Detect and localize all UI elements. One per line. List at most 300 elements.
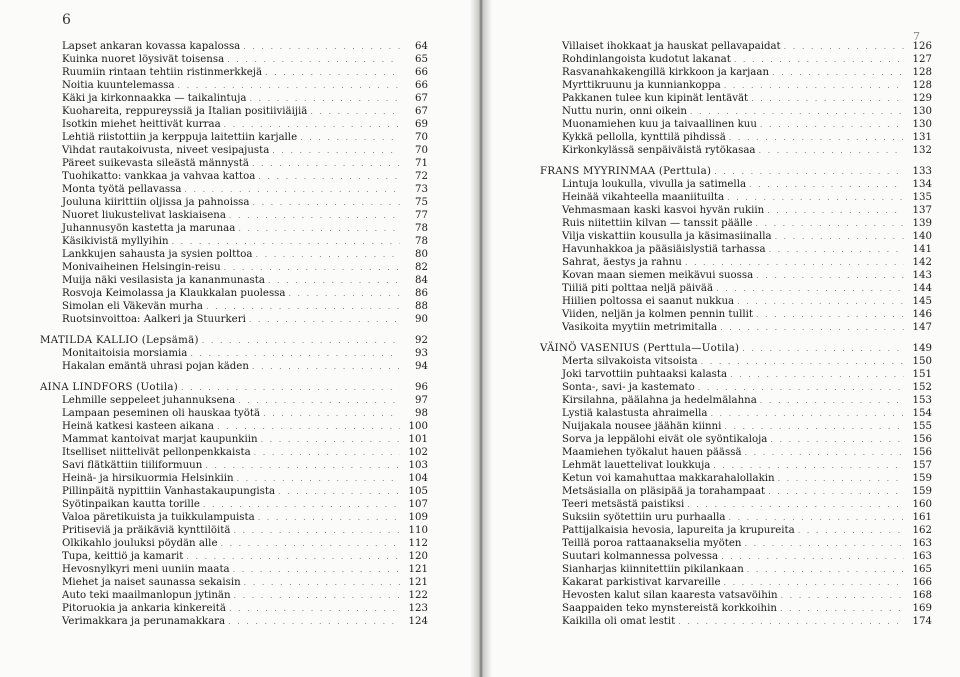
toc-entry-title: Päreet suikevasta sileästä männystä [62,158,249,169]
toc-entry [540,420,932,433]
toc-entry [40,196,428,209]
dot-leader [737,295,904,308]
toc-entry-title: Valoa päretikuista ja tuikkulampuista [62,512,255,523]
toc-entry [540,66,932,79]
toc-entry-page: 98 [415,408,428,419]
dot-leader [178,79,400,92]
toc-entry-title: Jouluna kiirittiin oljissa ja pahnoissa [62,197,250,208]
toc-entry-page: 143 [912,270,932,281]
dot-leader [310,105,400,118]
section-heading-page: 149 [912,343,932,354]
toc-entry [40,360,428,373]
toc-entry-title: Sahrat, äestys ja rahnu [562,257,682,268]
toc-entry-title: Tupa, keittiö ja kamarit [62,551,184,562]
dot-leader [798,524,904,537]
toc-entry-page: 144 [912,283,932,294]
toc-entry [540,243,932,256]
toc-entry-page: 168 [912,590,932,601]
toc-entry [40,511,428,524]
dot-leader [775,230,904,243]
left-toc [40,40,428,628]
toc-entry-title: Ruotsinvoittoa: Aalkeri ja Stuurkeri [62,314,246,325]
section-heading [40,334,428,347]
dot-leader [227,53,400,66]
toc-entry [40,407,428,420]
toc-entry [40,347,428,360]
toc-entry-page: 130 [912,106,932,117]
toc-entry-page: 69 [415,119,428,130]
toc-entry [540,355,932,368]
toc-entry [40,615,428,628]
toc-entry-title: Merta silvakoista vitsoista [562,356,698,367]
toc-entry-title: Pitoruokia ja ankaria kinkereitä [62,603,226,614]
dot-leader [768,485,904,498]
toc-entry-title: Miehet ja naiset saunassa sekaisin [62,577,241,588]
dot-leader [252,196,400,209]
toc-entry [540,131,932,144]
dot-leader [237,472,400,485]
toc-entry [40,300,428,313]
toc-entry-page: 80 [415,249,428,260]
toc-entry-page: 140 [912,231,932,242]
toc-entry-title: Tuohikatto: vankkaa ja vahvaa kattoa [62,171,256,182]
toc-entry-title: Vehmasmaan kaski kasvoi hyvän rukiin [562,205,765,216]
section-heading [540,342,932,355]
toc-entry-page: 86 [415,288,428,299]
dot-leader [781,589,904,602]
dot-leader [713,459,904,472]
toc-entry-page: 124 [408,616,428,627]
toc-entry-title: Kirsilahna, päälahna ja hedelmälahna [562,395,757,406]
section-heading [540,165,932,178]
toc-entry-title: Juhannusyön kastetta ja marunaa [62,223,236,234]
toc-entry-page: 130 [912,119,932,130]
toc-entry-title: Rasvanahkakengillä kirkkoon ja karjaan [562,67,770,78]
toc-entry-title: Olkikahlo jouluksi pöydän alle [62,538,218,549]
dot-leader [186,550,400,563]
toc-entry [40,92,428,105]
toc-entry-page: 75 [415,197,428,208]
toc-entry [540,407,932,420]
toc-entry-title: Rosvoja Keimolassa ja Klaukkalan puolessa [62,288,286,299]
toc-entry [540,368,932,381]
dot-leader [217,420,400,433]
dot-leader [229,209,400,222]
dot-leader [181,381,400,394]
toc-entry-page: 78 [415,236,428,247]
toc-entry-title: Ruumiin rintaan tehtiin ristinmerkkejä [62,67,263,78]
toc-entry-page: 132 [912,145,932,156]
toc-entry [540,118,932,131]
toc-entry [40,313,428,326]
toc-entry-title: Kykkä pellolla, kynttilä pihdissä [562,132,726,143]
toc-entry-title: Hiilien poltossa ei saanut nukkua [562,296,735,307]
toc-entry [540,472,932,485]
toc-entry-title: Joki tarvottiin puhtaaksi kalasta [562,369,728,380]
dot-leader [249,313,400,326]
toc-entry-page: 64 [415,41,428,52]
toc-entry [40,209,428,222]
toc-entry-page: 122 [408,590,428,601]
toc-entry [540,459,932,472]
dot-leader [254,446,400,459]
dot-leader [772,66,904,79]
dot-leader [784,40,904,53]
dot-leader [256,248,400,261]
toc-entry-title: Simolan eli Väkevän murha [62,301,203,312]
toc-entry-page: 102 [408,447,428,458]
toc-entry [540,178,932,191]
dot-leader [729,131,904,144]
toc-entry-page: 128 [912,67,932,78]
toc-entry [40,274,428,287]
dot-leader [728,511,904,524]
dot-leader [190,347,400,360]
toc-entry-title: Sianharjas kiinnitettiin pikilankaan [562,564,744,575]
toc-entry-title: Kuinka nuoret löysivät toisensa [62,54,225,65]
dot-leader [721,550,904,563]
toc-entry-page: 162 [912,525,932,536]
dot-leader [690,105,904,118]
toc-entry-title: Teillä poroa rattaanakselia myöten [562,538,742,549]
toc-entry [40,446,428,459]
toc-entry-page: 152 [912,382,932,393]
toc-entry-title: Lapset ankaran kovassa kapalossa [62,41,241,52]
dot-leader [205,459,400,472]
toc-entry [540,144,932,157]
toc-entry-title: Auto teki maailmanlopun jytinän [62,590,231,601]
toc-entry-page: 157 [912,460,932,471]
toc-entry-page: 156 [912,447,932,458]
toc-entry [540,40,932,53]
toc-entry [540,602,932,615]
toc-entry [540,524,932,537]
toc-entry-title: Syötinpaikan kautta torille [62,499,200,510]
toc-entry-page: 70 [415,132,428,143]
toc-entry-page: 139 [912,218,932,229]
dot-leader [742,342,904,355]
toc-entry-title: Sorva ja leppälohi eivät ole syöntikaloja [562,434,768,445]
toc-entry [40,459,428,472]
toc-entry-title: Savi flätkättiin tiiliformuun [62,460,203,471]
toc-entry [540,576,932,589]
toc-entry-title: Havunhakkoa ja pääsiäislystiä tarhassa [562,244,766,255]
dot-leader [759,144,904,157]
toc-entry [540,615,932,628]
toc-entry [540,485,932,498]
toc-entry-title: Ruis niitettiin kilvan — tanssit päälle [562,218,753,229]
toc-entry [40,550,428,563]
dot-leader [224,261,400,274]
toc-entry [540,204,932,217]
toc-entry [40,183,428,196]
toc-entry [40,118,428,131]
toc-entry-page: 93 [415,348,428,359]
toc-entry [40,498,428,511]
toc-entry [540,308,932,321]
dot-leader [720,321,904,334]
toc-entry-page: 159 [912,473,932,484]
toc-entry-page: 154 [912,408,932,419]
dot-leader [206,300,400,313]
dot-leader [687,498,904,511]
toc-entry-title: Vihdat rautakoivusta, niveet vesipajusta [62,145,270,156]
toc-entry-page: 67 [415,106,428,117]
toc-entry-title: Kakarat parkistivat karvareille [562,577,721,588]
toc-entry [540,589,932,602]
toc-entry-title: Lankkujen sahausta ja sysien polttoa [62,249,253,260]
toc-entry-title: Noitia kuuntelemassa [62,80,175,91]
toc-entry-title: Myrttikruunu ja kunniankoppa [562,80,721,91]
toc-entry [540,269,932,282]
toc-entry-page: 150 [912,356,932,367]
toc-entry-page: 121 [408,577,428,588]
dot-leader [263,407,400,420]
toc-entry-title: Heinä- ja hirsikuormia Helsinkiin [62,473,234,484]
dot-leader [229,602,400,615]
toc-entry-title: Suksiin syötettiin uru purhaalla [562,512,726,523]
toc-entry-page: 166 [912,577,932,588]
toc-entry [540,191,932,204]
toc-entry [40,472,428,485]
section-heading-title: FRANS MYYRINMAA (Perttula) [540,166,712,177]
dot-leader [769,243,904,256]
toc-entry-page: 77 [415,210,428,221]
toc-entry [40,433,428,446]
section-heading-title: AINA LINDFORS (Uotila) [40,382,179,393]
toc-entry [40,524,428,537]
toc-entry-title: Hevosnylkyri meni uuniin maata [62,564,230,575]
toc-entry-page: 94 [415,361,428,372]
dot-leader [172,235,400,248]
toc-entry-page: 121 [408,564,428,575]
toc-entry-title: Mammat kantoivat marjat kaupunkiin [62,434,258,445]
toc-entry-title: Pattijalkaisia hevosia, lapureita ja krupureita [562,525,795,536]
toc-entry [40,563,428,576]
toc-entry [40,537,428,550]
toc-entry-page: 110 [408,525,428,536]
dot-leader [233,563,400,576]
toc-entry-page: 161 [912,512,932,523]
dot-leader [778,472,904,485]
toc-entry-page: 109 [408,512,428,523]
dot-leader [698,381,904,394]
toc-entry-page: 155 [912,421,932,432]
toc-entry-title: Vilja viskattiin kousulla ja käsimasiinalla [562,231,772,242]
toc-entry-title: Metsäsialla on pläsipää ja torahampaat [562,486,766,497]
right-page-number: 7 [913,30,920,43]
toc-entry [40,170,428,183]
toc-entry-title: Verimakkara ja perunamakkara [62,616,226,627]
toc-entry-page: 72 [415,171,428,182]
dot-leader [745,446,904,459]
toc-entry [40,79,428,92]
dot-leader [780,602,904,615]
dot-leader [252,360,400,373]
toc-entry-title: Vasikoita myytiin metrimitalla [562,322,718,333]
left-page-number: 6 [62,12,71,28]
dot-leader [243,40,400,53]
dot-leader [678,615,904,628]
toc-entry [40,235,428,248]
toc-entry-title: Kaikilla oli omat lestit [562,616,676,627]
toc-entry-page: 165 [912,564,932,575]
toc-entry [540,321,932,334]
toc-entry-title: Saappaiden teko mynstereistä korkkoihin [562,603,777,614]
toc-entry-page: 151 [912,369,932,380]
section-heading-page: 133 [912,166,932,177]
toc-entry-page: 163 [912,538,932,549]
dot-leader [751,92,904,105]
toc-entry [40,53,428,66]
toc-entry [540,433,932,446]
toc-entry-page: 67 [415,93,428,104]
toc-entry [40,248,428,261]
dot-leader [261,433,400,446]
dot-leader [770,433,904,446]
toc-entry-title: Muonamiehen kuu ja taivaallinen kuu [562,119,757,130]
section-heading-title: MATILDA KALLIO (Lepsämä) [40,335,199,346]
dot-leader [258,170,400,183]
toc-entry-page: 70 [415,145,428,156]
toc-entry-title: Tiiliä piti polttaa neljä päivää [562,283,714,294]
toc-entry-page: 160 [912,499,932,510]
section-heading-page: 96 [415,382,428,393]
dot-leader [238,394,400,407]
dot-leader [747,563,904,576]
toc-entry [540,295,932,308]
right-page [480,0,960,677]
toc-entry-page: 82 [415,262,428,273]
toc-entry-page: 100 [408,421,428,432]
toc-entry-page: 145 [912,296,932,307]
toc-entry [40,589,428,602]
toc-entry [40,485,428,498]
toc-entry [40,394,428,407]
toc-entry-page: 156 [912,434,932,445]
toc-entry-title: Kuohareita, reppureyssiä ja Italian positiiviäijiä [62,106,308,117]
dot-leader [300,131,400,144]
toc-entry-page: 104 [408,473,428,484]
toc-entry [540,446,932,459]
toc-entry [540,256,932,269]
dot-leader [730,368,904,381]
toc-entry-page: 65 [415,54,428,65]
toc-entry-title: Sonta-, savi- ja kastemato [562,382,695,393]
dot-leader [238,222,400,235]
toc-entry [540,92,932,105]
toc-entry-page: 78 [415,223,428,234]
dot-leader [278,485,400,498]
toc-entry-title: Lystiä kalastusta ahraimella [562,408,708,419]
toc-entry [40,66,428,79]
toc-entry-title: Pillinpäitä nypittiin Vanhastakaupungista [62,486,276,497]
toc-entry-page: 153 [912,395,932,406]
toc-entry [540,105,932,118]
dot-leader [756,308,904,321]
toc-entry-page: 135 [912,192,932,203]
dot-leader [724,576,905,589]
toc-entry [540,79,932,92]
dot-leader [745,537,905,550]
toc-entry-title: Käki ja kirkonnaakka — taikalintuja [62,93,247,104]
dot-leader [724,420,904,433]
dot-leader [767,204,904,217]
dot-leader [749,178,904,191]
toc-entry-title: Lehmille seppeleet juhannuksena [62,395,236,406]
toc-entry-page: 84 [415,275,428,286]
dot-leader [701,355,904,368]
right-toc [540,40,932,628]
toc-entry-title: Nuijakala nousee jäähän kiinni [562,421,722,432]
dot-leader [756,269,904,282]
toc-entry [40,157,428,170]
section-heading [40,381,428,394]
toc-entry-title: Lintuja loukulla, vivulla ja satimella [562,179,747,190]
toc-entry-page: 142 [912,257,932,268]
toc-entry-title: Lampaan peseminen oli hauskaa työtä [62,408,261,419]
book-gutter [470,0,492,677]
toc-entry-title: Pakkanen tulee kun kipinät lentävät [562,93,749,104]
toc-entry-title: Monivaiheinen Helsingin-reisu [62,262,221,273]
dot-leader [272,144,400,157]
toc-entry-page: 129 [912,93,932,104]
dot-leader [724,79,904,92]
toc-entry-title: Käsikivistä myllyihin [62,236,169,247]
toc-entry-title: Heinää vikahteella maaniituilta [562,192,725,203]
toc-entry [540,381,932,394]
toc-entry-title: Nuttu nurin, onni oikein [562,106,687,117]
dot-leader [224,118,400,131]
toc-entry-title: Itselliset niittelivät pellonpenkkaista [62,447,251,458]
dot-leader [685,256,904,269]
toc-entry [40,420,428,433]
toc-entry-title: Kovan maan siemen meikävui suossa [562,270,754,281]
dot-leader [234,589,400,602]
toc-entry [540,217,932,230]
dot-leader [203,498,400,511]
toc-entry [40,576,428,589]
toc-entry-page: 120 [408,551,428,562]
toc-entry-title: Kirkonkylässä senpäiväistä rytökasaa [562,145,756,156]
dot-leader [258,511,400,524]
toc-entry-title: Suutari kolmannessa polvessa [562,551,719,562]
toc-entry-title: Ketun voi kamahuttaa makkarahalollakin [562,473,775,484]
toc-entry-page: 174 [912,616,932,627]
toc-entry-title: Rohdinlangoista kudotut lakanat [562,54,731,65]
toc-entry [540,537,932,550]
toc-entry [540,230,932,243]
toc-entry [540,282,932,295]
toc-entry [40,261,428,274]
toc-entry-page: 147 [912,322,932,333]
toc-entry-page: 71 [415,158,428,169]
toc-entry-page: 88 [415,301,428,312]
toc-entry-page: 127 [912,54,932,65]
dot-leader [265,66,400,79]
section-heading-title: VÄINÖ VASENIUS (Perttula—Uotila) [540,343,740,354]
dot-leader [202,334,400,347]
toc-entry-page: 134 [912,179,932,190]
toc-entry-title: Heinä katkesi kasteen aikana [62,421,214,432]
toc-entry [540,394,932,407]
toc-entry-page: 66 [415,67,428,78]
toc-entry [540,563,932,576]
toc-entry [40,287,428,300]
toc-entry [540,498,932,511]
toc-entry-title: Teeri metsästä paistiksi [562,499,685,510]
section-heading-page: 92 [415,335,428,346]
